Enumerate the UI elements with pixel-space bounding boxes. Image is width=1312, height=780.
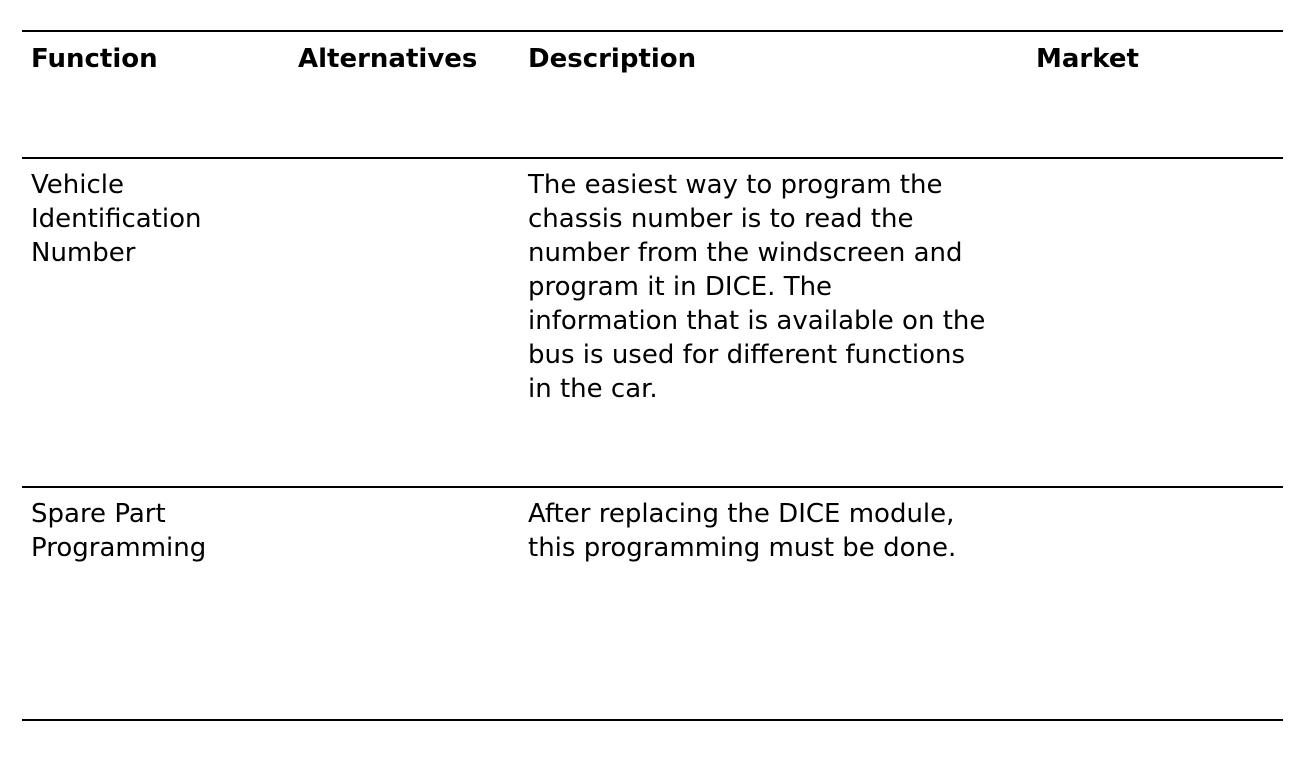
- header-market: Market: [1036, 44, 1139, 74]
- header-function: Function: [31, 44, 158, 74]
- row-function-cell: Vehicle Identification Number: [31, 170, 202, 268]
- header-description: Description: [528, 44, 697, 74]
- header-bottom-rule: [22, 157, 1283, 159]
- row-description-cell: After replacing the DICE module, this programming must be done.: [528, 499, 957, 563]
- row-description-cell: The easiest way to program the chassis number is to read the number from the windscreen and program it in DICE. The information that is available on the bus is used for different functions in the car.: [528, 170, 986, 404]
- table-top-rule: [22, 30, 1283, 32]
- header-alternatives: Alternatives: [298, 44, 478, 74]
- table-bottom-rule: [22, 719, 1283, 721]
- row-divider-rule: [22, 486, 1283, 488]
- row-function-cell: Spare Part Programming: [31, 499, 207, 563]
